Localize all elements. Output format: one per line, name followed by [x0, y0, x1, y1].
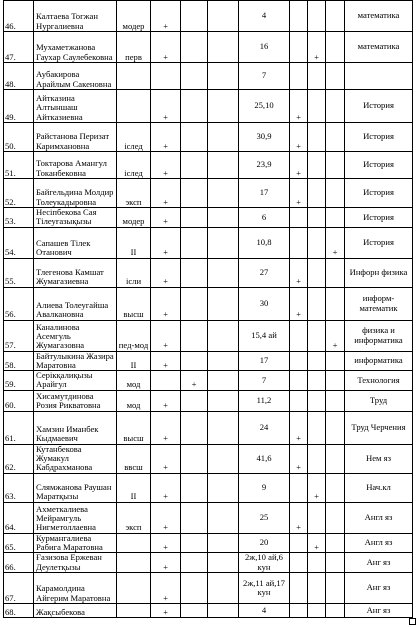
cell-hrs: 30,9: [239, 123, 290, 152]
cell-m5: [326, 502, 345, 533]
cell-empty: [208, 603, 239, 617]
cell-m2: +: [181, 371, 208, 391]
cell-m2: [181, 123, 208, 152]
cell-m2: [181, 390, 208, 411]
cell-num: 53.: [4, 208, 34, 228]
cell-cat: [117, 533, 151, 553]
cell-empty: [208, 90, 239, 123]
cell-name: Тлегенова Камшат Жумагазиевна: [34, 258, 117, 287]
cell-name: Мухаметжанова Гаухар Саулебековна: [34, 32, 117, 63]
table-row: [4, 287, 413, 320]
cell-subj: Англ яз: [345, 533, 413, 553]
cell-m1: +: [151, 1, 181, 32]
staff-table-body: [4, 1, 413, 618]
cell-m3: +: [290, 90, 308, 123]
cell-num: 57.: [4, 320, 34, 351]
cell-m4: +: [308, 533, 326, 553]
cell-name: Алиева Толеугайша Авалкановна: [34, 287, 117, 320]
cell-subj: Анг яз: [345, 553, 413, 573]
cell-name: Серікқалиқызы Арайгул: [34, 371, 117, 391]
cell-hrs: 4: [239, 1, 290, 32]
cell-m3: +: [290, 287, 308, 320]
cell-num: 49.: [4, 90, 34, 123]
cell-m3: [290, 208, 308, 228]
cell-m2: [181, 444, 208, 473]
cell-m5: [326, 1, 345, 32]
cell-m3: +: [290, 152, 308, 179]
table-row: [4, 320, 413, 351]
cell-m5: [326, 208, 345, 228]
cell-name: Несіпбекова Сая Тілеуғазықызы: [34, 208, 117, 228]
cell-m5: +: [326, 320, 345, 351]
cell-m4: [308, 603, 326, 617]
cell-m5: [326, 371, 345, 391]
cell-m4: [308, 152, 326, 179]
cell-m5: [326, 179, 345, 208]
cell-m4: [308, 444, 326, 473]
cell-cat: мод: [117, 390, 151, 411]
cell-m2: [181, 152, 208, 179]
cell-empty: [208, 444, 239, 473]
cell-m4: [308, 179, 326, 208]
cell-cat: II: [117, 351, 151, 371]
cell-m3: [290, 603, 308, 617]
cell-name: Хисамутдинова Розия Рикватовна: [34, 390, 117, 411]
cell-name: Ғазизова Ержеван Деулетқызы: [34, 553, 117, 573]
cell-m5: [326, 603, 345, 617]
cell-num: 62.: [4, 444, 34, 473]
cell-m5: [326, 123, 345, 152]
cell-cat: [117, 90, 151, 123]
cell-cat: ісли: [117, 258, 151, 287]
cell-m5: [326, 287, 345, 320]
cell-empty: [208, 258, 239, 287]
cell-m3: [290, 1, 308, 32]
table-row: [4, 572, 413, 603]
cell-cat: [117, 553, 151, 573]
cell-m1: +: [151, 502, 181, 533]
cell-empty: [208, 320, 239, 351]
cell-m2: [181, 258, 208, 287]
cell-cat: іслед: [117, 123, 151, 152]
cell-m4: [308, 1, 326, 32]
cell-m1: +: [151, 179, 181, 208]
cell-cat: модер: [117, 208, 151, 228]
cell-name: Хамзин Иманбек Кыдмаевич: [34, 411, 117, 444]
cell-cat: ввсш: [117, 444, 151, 473]
cell-cat: эксп: [117, 502, 151, 533]
cell-m3: [290, 227, 308, 258]
cell-num: 54.: [4, 227, 34, 258]
staff-table: [3, 0, 413, 618]
cell-hrs: 10,8: [239, 227, 290, 258]
cell-name: Сапашев Тілек Отанович: [34, 227, 117, 258]
cell-empty: [208, 572, 239, 603]
cell-m5: [326, 90, 345, 123]
cell-cat: перв: [117, 32, 151, 63]
cell-empty: [208, 287, 239, 320]
cell-subj: математика: [345, 32, 413, 63]
cell-m1: +: [151, 32, 181, 63]
cell-empty: [208, 227, 239, 258]
cell-m3: [290, 533, 308, 553]
cell-m4: [308, 227, 326, 258]
cell-name: Аубакирова Арайлым Сакеновна: [34, 63, 117, 90]
cell-m1: +: [151, 287, 181, 320]
cell-hrs: 17: [239, 179, 290, 208]
cell-m3: +: [290, 179, 308, 208]
cell-m1: +: [151, 553, 181, 573]
cell-num: 66.: [4, 553, 34, 573]
cell-subj: Труд: [345, 390, 413, 411]
cell-empty: [208, 63, 239, 90]
cell-m2: [181, 603, 208, 617]
cell-subj: История: [345, 179, 413, 208]
cell-subj: Труд Черчения: [345, 411, 413, 444]
table-row: [4, 473, 413, 502]
cell-name: Байтулыкина Жазира Маратовна: [34, 351, 117, 371]
table-row: [4, 63, 413, 90]
cell-num: 61.: [4, 411, 34, 444]
table-row: [4, 152, 413, 179]
cell-subj: Инфорн физика: [345, 258, 413, 287]
cell-cat: іслед: [117, 152, 151, 179]
cell-subj: История: [345, 227, 413, 258]
cell-num: 47.: [4, 32, 34, 63]
table-row: [4, 179, 413, 208]
cell-num: 68.: [4, 603, 34, 617]
cell-m2: [181, 351, 208, 371]
cell-cat: [117, 63, 151, 90]
cell-subj: История: [345, 90, 413, 123]
cell-empty: [208, 371, 239, 391]
cell-m1: +: [151, 123, 181, 152]
table-row: [4, 390, 413, 411]
cell-m4: [308, 371, 326, 391]
cell-m2: [181, 208, 208, 228]
cell-m2: [181, 90, 208, 123]
cell-num: 64.: [4, 502, 34, 533]
cell-m4: [308, 287, 326, 320]
cell-m3: [290, 320, 308, 351]
cell-empty: [208, 411, 239, 444]
cell-empty: [208, 152, 239, 179]
cell-m2: [181, 320, 208, 351]
cell-m1: +: [151, 473, 181, 502]
cell-name: Айтказина Алтыншаш Айтказиевна: [34, 90, 117, 123]
cell-m5: [326, 533, 345, 553]
cell-hrs: 20: [239, 533, 290, 553]
table-row: [4, 603, 413, 617]
table-row: [4, 351, 413, 371]
cell-subj: Англ яз: [345, 502, 413, 533]
cell-empty: [208, 533, 239, 553]
cell-name: Токтарова Амангул Токанбековна: [34, 152, 117, 179]
cell-num: 50.: [4, 123, 34, 152]
cell-hrs: 24: [239, 411, 290, 444]
cell-cat: мод: [117, 371, 151, 391]
table-row: [4, 123, 413, 152]
cell-cat: [117, 572, 151, 603]
cell-name: Ахметкалиева Мейрамгуль Нигметоллаевна: [34, 502, 117, 533]
cell-m1: +: [151, 320, 181, 351]
cell-hrs: 15,4 ай: [239, 320, 290, 351]
cell-hrs: 7: [239, 371, 290, 391]
cell-m5: [326, 411, 345, 444]
cell-m1: +: [151, 411, 181, 444]
cell-num: 60.: [4, 390, 34, 411]
cell-m1: +: [151, 258, 181, 287]
cell-subj: информатика: [345, 351, 413, 371]
cell-cat: высш: [117, 411, 151, 444]
cell-m2: [181, 572, 208, 603]
cell-m4: [308, 208, 326, 228]
cell-m4: [308, 553, 326, 573]
cell-empty: [208, 123, 239, 152]
cell-cat: высш: [117, 287, 151, 320]
cell-hrs: 23,9: [239, 152, 290, 179]
cell-m5: [326, 258, 345, 287]
cell-m3: [290, 32, 308, 63]
cell-m4: [308, 351, 326, 371]
cell-m1: +: [151, 533, 181, 553]
table-row: [4, 90, 413, 123]
table-row: [4, 444, 413, 473]
table-row: [4, 411, 413, 444]
cell-m1: +: [151, 572, 181, 603]
cell-m2: [181, 502, 208, 533]
cell-hrs: 4: [239, 603, 290, 617]
cell-m5: [326, 390, 345, 411]
cell-m3: +: [290, 502, 308, 533]
cell-subj: информ-математик: [345, 287, 413, 320]
cell-hrs: 27: [239, 258, 290, 287]
cell-m1: +: [151, 90, 181, 123]
cell-hrs: 17: [239, 351, 290, 371]
cell-hrs: 2ж,10 ай,6 кун: [239, 553, 290, 573]
cell-subj: физика и информатика: [345, 320, 413, 351]
table-row: [4, 502, 413, 533]
cell-name: Жақсыбекова: [34, 603, 117, 617]
cell-m5: [326, 572, 345, 603]
cell-m4: [308, 123, 326, 152]
cell-m5: [326, 32, 345, 63]
cell-m2: [181, 287, 208, 320]
cell-cat: II: [117, 473, 151, 502]
cell-num: 55.: [4, 258, 34, 287]
cell-empty: [208, 390, 239, 411]
cell-m4: [308, 390, 326, 411]
cell-num: 63.: [4, 473, 34, 502]
cell-m4: [308, 320, 326, 351]
cell-m4: +: [308, 473, 326, 502]
cell-m3: [290, 572, 308, 603]
cell-m5: +: [326, 227, 345, 258]
cell-num: 58.: [4, 351, 34, 371]
cell-empty: [208, 502, 239, 533]
cell-name: Калтаева Тогжан Нургалиевна: [34, 1, 117, 32]
cell-m5: [326, 473, 345, 502]
cell-subj: Анг яз: [345, 603, 413, 617]
table-row: [4, 1, 413, 32]
table-row: [4, 227, 413, 258]
cell-empty: [208, 32, 239, 63]
cell-cat: [117, 603, 151, 617]
cell-m4: [308, 90, 326, 123]
cell-empty: [208, 208, 239, 228]
cell-hrs: 25: [239, 502, 290, 533]
cell-m2: [181, 473, 208, 502]
cell-name: Байгельдина Молдир Толеукадыровна: [34, 179, 117, 208]
cell-cat: модер: [117, 1, 151, 32]
table-resize-handle[interactable]: [409, 618, 416, 625]
cell-hrs: 9: [239, 473, 290, 502]
cell-empty: [208, 1, 239, 32]
cell-subj: математика: [345, 1, 413, 32]
cell-subj: История: [345, 152, 413, 179]
cell-m3: [290, 63, 308, 90]
cell-num: 46.: [4, 1, 34, 32]
cell-num: 67.: [4, 572, 34, 603]
cell-m4: [308, 411, 326, 444]
cell-subj: Анг яз: [345, 572, 413, 603]
cell-m2: [181, 179, 208, 208]
cell-subj: История: [345, 123, 413, 152]
cell-m3: [290, 390, 308, 411]
cell-num: 65.: [4, 533, 34, 553]
table-row: [4, 208, 413, 228]
cell-empty: [208, 351, 239, 371]
cell-m3: [290, 371, 308, 391]
cell-subj: [345, 63, 413, 90]
cell-m5: [326, 63, 345, 90]
cell-num: 48.: [4, 63, 34, 90]
cell-hrs: 41,6: [239, 444, 290, 473]
cell-name: Слямжанова Раушан Маратқызы: [34, 473, 117, 502]
cell-empty: [208, 179, 239, 208]
cell-m3: +: [290, 444, 308, 473]
cell-num: 59.: [4, 371, 34, 391]
cell-subj: Нач.кл: [345, 473, 413, 502]
cell-name: Курмангалиева Рабига Маратовна: [34, 533, 117, 553]
cell-name: Карамолдина Айгерим Маратовна: [34, 572, 117, 603]
cell-cat: эксп: [117, 179, 151, 208]
cell-hrs: 16: [239, 32, 290, 63]
cell-m1: +: [151, 444, 181, 473]
cell-m2: [181, 227, 208, 258]
table-row: [4, 32, 413, 63]
cell-m2: [181, 32, 208, 63]
cell-m3: [290, 473, 308, 502]
cell-m4: [308, 63, 326, 90]
cell-num: 52.: [4, 179, 34, 208]
cell-m1: +: [151, 603, 181, 617]
cell-m4: [308, 502, 326, 533]
cell-name: Каналинова Асемгуль Жумагазовна: [34, 320, 117, 351]
cell-m2: [181, 553, 208, 573]
cell-m1: [151, 63, 181, 90]
cell-m2: [181, 63, 208, 90]
cell-m2: [181, 411, 208, 444]
cell-hrs: 2ж,11 ай,17 кун: [239, 572, 290, 603]
cell-m5: [326, 553, 345, 573]
cell-m3: +: [290, 258, 308, 287]
cell-m1: +: [151, 208, 181, 228]
cell-hrs: 30: [239, 287, 290, 320]
cell-m3: +: [290, 411, 308, 444]
cell-m2: [181, 533, 208, 553]
cell-m2: [181, 1, 208, 32]
cell-m5: [326, 152, 345, 179]
cell-cat: II: [117, 227, 151, 258]
cell-name: Райстанова Перизат Каримхановна: [34, 123, 117, 152]
cell-hrs: 7: [239, 63, 290, 90]
cell-empty: [208, 473, 239, 502]
cell-hrs: 11,2: [239, 390, 290, 411]
cell-num: 56.: [4, 287, 34, 320]
cell-empty: [208, 553, 239, 573]
cell-m1: +: [151, 152, 181, 179]
cell-m4: [308, 258, 326, 287]
table-row: [4, 533, 413, 553]
cell-m3: [290, 351, 308, 371]
cell-m3: [290, 553, 308, 573]
cell-m4: +: [308, 32, 326, 63]
cell-m1: +: [151, 227, 181, 258]
table-row: [4, 258, 413, 287]
cell-hrs: 6: [239, 208, 290, 228]
cell-subj: Технология: [345, 371, 413, 391]
cell-m5: [326, 444, 345, 473]
cell-m4: [308, 572, 326, 603]
cell-m5: [326, 351, 345, 371]
table-row: [4, 553, 413, 573]
cell-cat: пед-мод: [117, 320, 151, 351]
cell-m1: +: [151, 351, 181, 371]
cell-num: 51.: [4, 152, 34, 179]
cell-hrs: 25,10: [239, 90, 290, 123]
table-row: [4, 371, 413, 391]
cell-m1: [151, 371, 181, 391]
cell-subj: История: [345, 208, 413, 228]
cell-m1: +: [151, 390, 181, 411]
cell-name: Кутанбекова Жумакул Кабдрахманова: [34, 444, 117, 473]
cell-m3: +: [290, 123, 308, 152]
cell-subj: Нем яз: [345, 444, 413, 473]
